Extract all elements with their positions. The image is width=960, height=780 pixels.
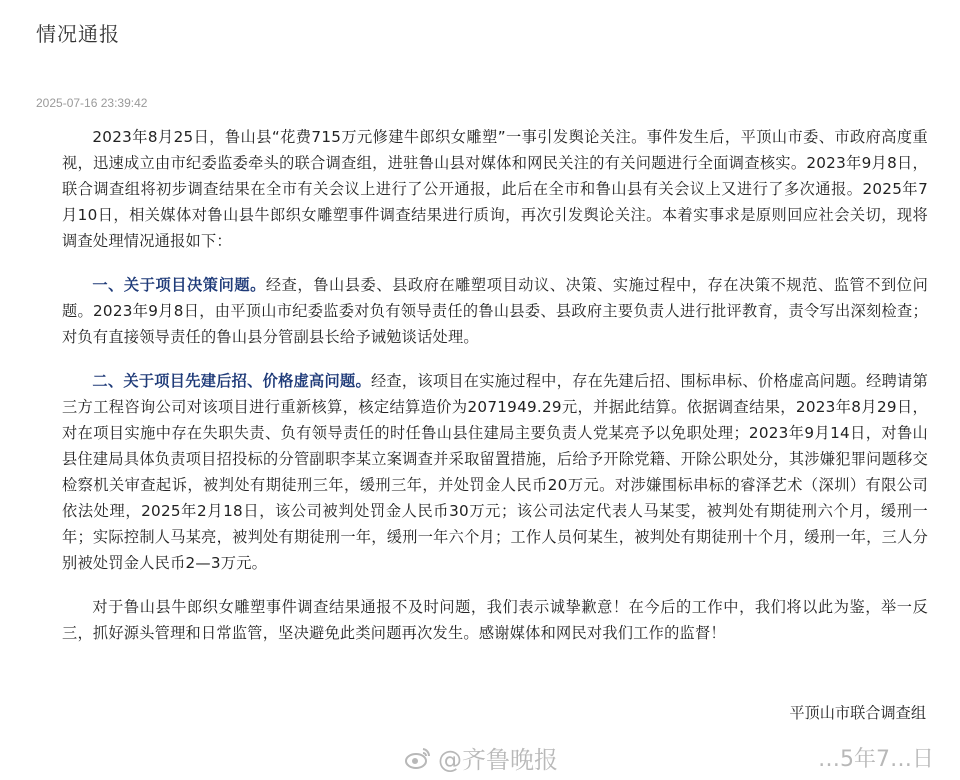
closing-paragraph: 对于鲁山县牛郎织女雕塑事件调查结果通报不及时问题，我们表示诚挚歉意！在今后的工作中，我们将以此为鉴，举一反三，抓好源头管理和日常监管，坚决避免此类问题再次发生。感谢媒体和网民对我们工作的监督！ (62, 598, 928, 642)
section-2-paragraph (62, 368, 928, 576)
section-2-text: 经查，该项目在实施过程中，存在先建后招、围标串标、价格虚高问题。经聘请第三方工程咨询公司对该项目进行重新核算，核定结算造价为2071949.29元，并据此结算。依据调查结果，2023年8月29日，对在项目实施中存在失职失责、负有领导责任的时任鲁山县住建局主要负责人党某亮予以免职处理；2023年9月14日，对鲁山县住建局具体负责项目招投标的分管副职李某立案调查并采取留置措施，后给予开除党籍、开除公职处分，其涉嫌犯罪问题移交检察机关审查起诉，被判处有期徒刑三年，缓刑三年，并处罚金人民币20万元。对涉嫌围标串标的睿泽艺术（深圳）有限公司依法处理，2025年2月18日，该公司被判处罚金人民币30万元；该公司法定代表人马某雯，被判处有期徒刑六个月，缓刑一年；实际控制人马某亮，被判处有期徒刑一年，缓刑一年六个月；工作人员何某生，被判处有期徒刑十个月，缓刑一年，三人分别被处罚金人民币2—3万元。 (62, 372, 929, 572)
intro-paragraph: 2023年8月25日，鲁山县“花费715万元修建牛郎织女雕塑”一事引发舆论关注。事件发生后，平顶山市委、市政府高度重视，迅速成立由市纪委监委牵头的联合调查组，进驻鲁山县对媒体和网民关注的有关问题进行全面调查核实。2023年9月8日，联合调查组将初步调查结果在全市有关会议上进行了公开通报，此后在全市和鲁山县有关会议上又进行了多次通报。2025年7月10日，相关媒体对鲁山县牛郎织女雕塑事件调查结果进行质询，再次引发舆论关注。本着实事求是原则回应社会关切，现将调查处理情况通报如下： (62, 128, 928, 250)
publish-timestamp: 2025-07-16 23:39:42 (36, 96, 148, 110)
section-1-paragraph (62, 272, 928, 350)
report-body (62, 124, 928, 664)
section-1-heading: 一、关于项目决策问题。 (92, 276, 266, 294)
section-2-heading: 二、关于项目先建后招、价格虚高问题。 (92, 372, 371, 390)
weibo-icon (404, 746, 432, 770)
signature: 平顶山市联合调查组 (789, 704, 926, 722)
watermark-right-text: …5年7…日 (818, 747, 934, 772)
section-1-text: 经查，鲁山县委、县政府在雕塑项目动议、决策、实施过程中，存在决策不规范、监管不到位问题。2023年9月8日，由平顶山市纪委监委对负有领导责任的鲁山县委、县政府主要负责人进行批评教育，责令写出深刻检查；对负有直接领导责任的鲁山县分管副县长给予诫勉谈话处理。 (62, 276, 929, 346)
page-title: 情况通报 (36, 22, 120, 46)
watermark-right (818, 742, 934, 773)
watermark-left-text: @齐鲁晚报 (438, 746, 558, 774)
watermark-left (404, 740, 558, 775)
